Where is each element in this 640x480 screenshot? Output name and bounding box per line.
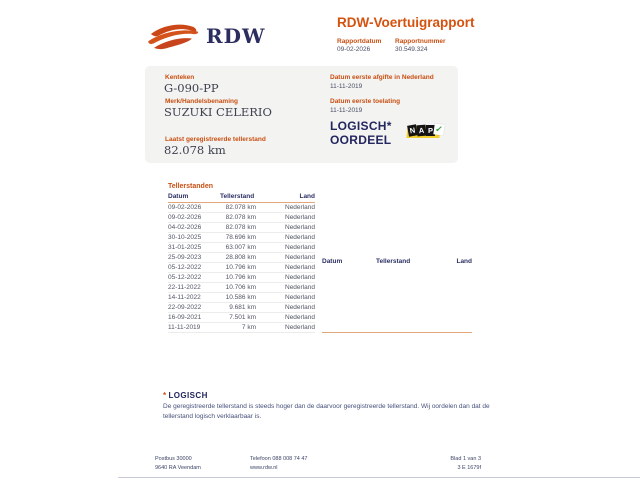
table-row (168, 323, 315, 333)
cell-datum: 09-02-2026 (168, 213, 220, 223)
afgifte-value: 11-11-2019 (330, 83, 363, 90)
cell-land: Nederland (256, 223, 315, 233)
footer-address-line2: 9640 RA Veendam (155, 465, 201, 471)
cell-datum: 05-12-2022 (168, 273, 220, 283)
footnote-heading (163, 391, 208, 400)
cell-datum: 22-11-2022 (168, 283, 220, 293)
cell-land: Nederland (256, 243, 315, 253)
cell-tellerstand: 78.696 km (220, 233, 256, 243)
cell-datum: 05-12-2022 (168, 263, 220, 273)
cell-land: Nederland (256, 303, 315, 313)
column-header-tellerstand: Tellerstand (220, 192, 256, 203)
footer-contact (250, 455, 308, 473)
column-header-datum: Datum (168, 192, 220, 203)
cell-land: Nederland (256, 293, 315, 303)
tellerstanden-tables (168, 192, 472, 333)
rdw-wordmark: RDW (206, 24, 266, 48)
footnote-body: De geregistreerde tellerstand is steeds hoger dan de daarvoor geregistreerde tellerstand. Wij oordelen dan dat de tellerstand logisch verklaarbaar is. (163, 403, 490, 420)
cell-tellerstand: 82.078 km (220, 213, 256, 223)
column-header-land: Land (256, 192, 315, 203)
nap-letter-n: N (409, 125, 416, 136)
table-body (168, 203, 315, 333)
footer-divider (118, 477, 640, 478)
cell-land: Nederland (256, 283, 315, 293)
footnote-title: LOGISCH (168, 391, 208, 400)
footnote-asterisk: * (163, 391, 167, 400)
cell-tellerstand: 9.681 km (220, 303, 256, 313)
laatste-tellerstand-value: 82.078 km (164, 143, 226, 157)
table-row (168, 273, 315, 283)
tellerstanden-table-right (322, 192, 472, 333)
cell-datum: 14-11-2022 (168, 293, 220, 303)
cell-land: Nederland (256, 323, 315, 333)
afgifte-label: Datum eerste afgifte in Nederland (330, 74, 434, 81)
cell-land: Nederland (256, 213, 315, 223)
cell-tellerstand: 63.007 km (220, 243, 256, 253)
cell-tellerstand: 82.078 km (220, 223, 256, 233)
cell-tellerstand: 82.078 km (220, 203, 256, 213)
column-header-datum: Datum (322, 192, 376, 333)
nap-checkmark-icon: ✓ (434, 123, 444, 135)
cell-land: Nederland (256, 263, 315, 273)
footer-page-info (410, 455, 481, 473)
cell-datum: 25-09-2023 (168, 253, 220, 263)
cell-datum: 22-09-2022 (168, 303, 220, 313)
rdw-bird-logo-icon (144, 17, 203, 55)
table-row (168, 213, 315, 223)
cell-land: Nederland (256, 233, 315, 243)
cell-tellerstand: 7.501 km (220, 313, 256, 323)
nap-letter-p: P (427, 126, 433, 135)
oordeel-line2: OORDEEL (330, 133, 392, 147)
table-row (168, 263, 315, 273)
tellerstanden-section-title: Tellerstanden (168, 183, 213, 190)
page-title: RDW-Voertuigrapport (337, 15, 475, 30)
toelating-value: 11-11-2019 (330, 107, 363, 114)
cell-datum: 11-11-2019 (168, 323, 220, 333)
cell-datum: 16-09-2021 (168, 313, 220, 323)
tellerstanden-table-left (168, 192, 315, 333)
cell-land: Nederland (256, 203, 315, 213)
table-row (168, 283, 315, 293)
cell-tellerstand: 10.796 km (220, 263, 256, 273)
laatste-tellerstand-label: Laatst geregistreerde tellerstand (165, 136, 266, 143)
column-header-tellerstand: Tellerstand (376, 192, 426, 333)
table-row (168, 223, 315, 233)
table-row (168, 233, 315, 243)
merk-value: SUZUKI CELERIO (164, 105, 272, 119)
footer-address (155, 455, 201, 473)
cell-land: Nederland (256, 273, 315, 283)
footer-phone: Telefoon 088 008 74 47 (250, 456, 308, 462)
cell-land: Nederland (256, 313, 315, 323)
table-row (168, 243, 315, 253)
rapportnummer-value: 30.549.324 (395, 46, 428, 53)
table-header-row (168, 192, 315, 203)
toelating-label: Datum eerste toelating (330, 98, 401, 105)
table-row (168, 313, 315, 323)
rapportdatum-label: Rapportdatum (337, 38, 382, 45)
cell-datum: 30-10-2025 (168, 233, 220, 243)
rapportdatum-value: 09-02-2026 (337, 46, 371, 53)
oordeel-line1: LOGISCH* (330, 119, 392, 133)
table-row (168, 253, 315, 263)
nap-logo-icon (407, 123, 445, 140)
rapportnummer-label: Rapportnummer (395, 38, 446, 45)
cell-datum: 09-02-2026 (168, 203, 220, 213)
table-row (168, 203, 315, 213)
cell-land: Nederland (256, 253, 315, 263)
cell-tellerstand: 7 km (220, 323, 256, 333)
merk-label: Merk/Handelsbenaming (165, 98, 238, 105)
cell-tellerstand: 10.796 km (220, 273, 256, 283)
kenteken-value: G-090-PP (164, 81, 219, 95)
cell-tellerstand: 28.808 km (220, 253, 256, 263)
table-row (168, 303, 315, 313)
column-header-land: Land (426, 192, 472, 333)
footer-website: www.rdw.nl (250, 465, 278, 471)
table-row (168, 293, 315, 303)
footer-form-code: 3 E 1679f (457, 465, 481, 471)
nap-letter-a: A (418, 125, 425, 136)
cell-datum: 31-01-2025 (168, 243, 220, 253)
kenteken-label: Kenteken (165, 74, 195, 81)
cell-datum: 04-02-2026 (168, 223, 220, 233)
footer-address-line1: Postbus 30000 (155, 456, 192, 462)
cell-tellerstand: 10.706 km (220, 283, 256, 293)
table-header-row (322, 192, 472, 333)
oordeel-text (330, 119, 392, 147)
footer-page-number: Blad 1 van 3 (450, 456, 481, 462)
cell-tellerstand: 10.586 km (220, 293, 256, 303)
